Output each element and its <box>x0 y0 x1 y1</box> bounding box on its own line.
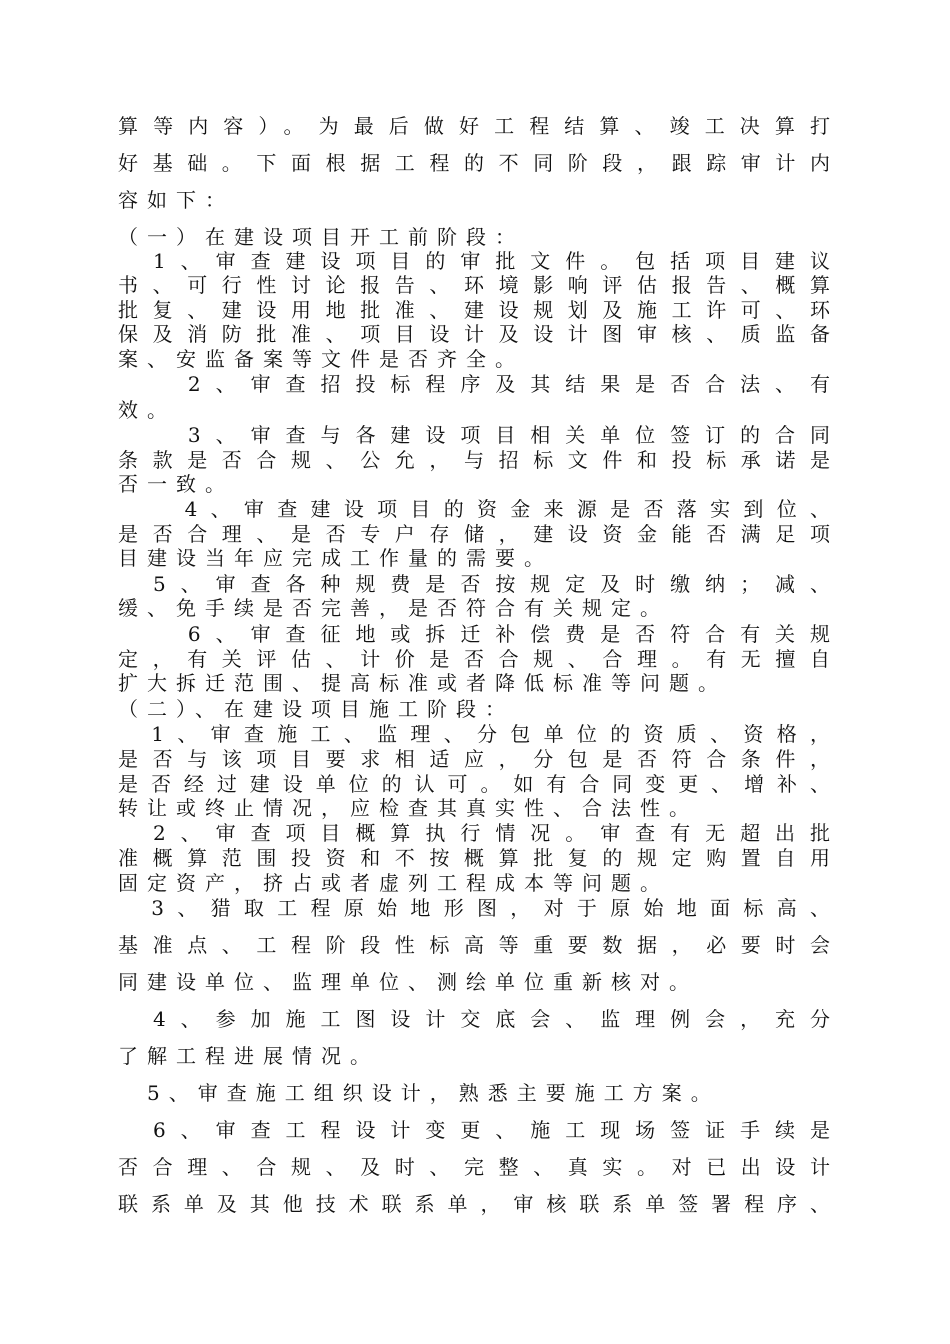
text-line: 3、审查与各建设项目相关单位签订的合同 <box>118 423 830 447</box>
section-heading: （一）在建设项目开工前阶段： <box>118 225 524 249</box>
text-line: 转让或终止情况，应检查其真实性、合法性。 <box>118 796 698 820</box>
text-line: 定，有关评估、计价是否合规、合理。有无擅自 <box>118 647 830 671</box>
text-line: 效。 <box>118 398 176 422</box>
text-line: 否一致。 <box>118 472 234 496</box>
text-line: 5、审查各种规费是否按规定及时缴纳；减、 <box>118 572 830 596</box>
text-line: 好基础。下面根据工程的不同阶段，跟踪审计内 <box>118 151 830 175</box>
text-line: 案、安监备案等文件是否齐全。 <box>118 347 524 371</box>
text-line: 固定资产，挤占或者虚列工程成本等问题。 <box>118 871 669 895</box>
text-line: 1、审查施工、监理、分包单位的资质、资格， <box>118 722 830 746</box>
text-line: 准概算范围投资和不按概算批复的规定购置自用 <box>118 846 830 870</box>
text-line: 1、审查建设项目的审批文件。包括项目建议 <box>118 249 830 273</box>
text-line: 4、审查建设项目的资金来源是否落实到位、 <box>118 497 830 521</box>
text-line: 目建设当年应完成工作量的需要。 <box>118 546 553 570</box>
text-line: 3、猎取工程原始地形图，对于原始地面标高、 <box>118 896 830 920</box>
text-line: 6、审查工程设计变更、施工现场签证手续是 <box>118 1118 830 1142</box>
text-line: 扩大拆迁范围、提高标准或者降低标准等问题。 <box>118 671 727 695</box>
text-line: 是否与该项目要求相适应，分包是否符合条件， <box>118 747 830 771</box>
text-line: 2、审查招投标程序及其结果是否合法、有 <box>118 372 830 396</box>
text-line: 是否经过建设单位的认可。如有合同变更、增补、 <box>118 772 830 796</box>
text-line: 否合理、合规、及时、完整、真实。对已出设计 <box>118 1155 830 1179</box>
text-line: 5、审查施工组织设计，熟悉主要施工方案。 <box>118 1081 720 1105</box>
text-line: 联系单及其他技术联系单，审核联系单签署程序、 <box>118 1192 830 1216</box>
text-line: 4、参加施工图设计交底会、监理例会，充分 <box>118 1007 830 1031</box>
section-heading: （二）、在建设项目施工阶段： <box>118 697 514 721</box>
text-line: 缓、免手续是否完善，是否符合有关规定。 <box>118 596 669 620</box>
text-line: 同建设单位、监理单位、测绘单位重新核对。 <box>118 970 698 994</box>
text-line: 算等内容）。为最后做好工程结算、竣工决算打 <box>118 114 830 138</box>
text-line: 条款是否合规、公允，与招标文件和投标承诺是 <box>118 448 830 472</box>
text-line: 了解工程进展情况。 <box>118 1044 379 1068</box>
text-line: 6、审查征地或拆迁补偿费是否符合有关规 <box>118 622 830 646</box>
text-line: 基准点、工程阶段性标高等重要数据，必要时会 <box>118 933 830 957</box>
text-line: 容如下： <box>118 188 234 212</box>
text-line: 2、审查项目概算执行情况。审查有无超出批 <box>118 821 830 845</box>
text-line: 书、可行性讨论报告、环境影响评估报告、概算 <box>118 273 830 297</box>
text-line: 是否合理、是否专户存储，建设资金能否满足项 <box>118 522 830 546</box>
text-line: 批复、建设用地批准、建设规划及施工许可、环 <box>118 298 830 322</box>
text-line: 保及消防批准、项目设计及设计图审核、质监备 <box>118 322 830 346</box>
